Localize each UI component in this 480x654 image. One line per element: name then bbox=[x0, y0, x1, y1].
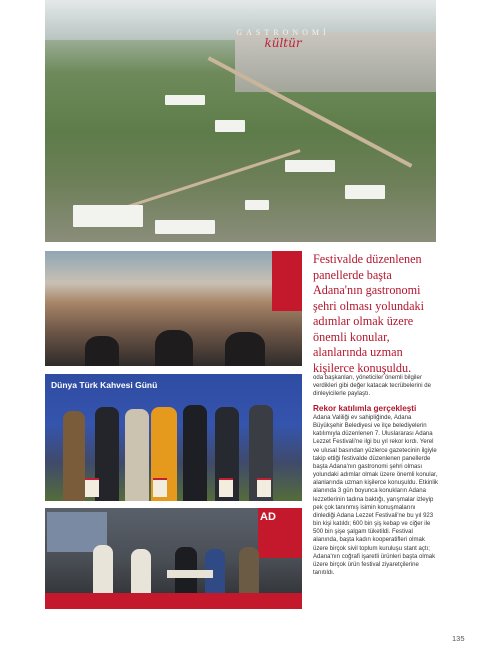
aerial-festival-photo bbox=[45, 0, 436, 242]
group-banner-text: Dünya Türk Kahvesi Günü bbox=[51, 380, 158, 390]
panel-banner: AD bbox=[258, 508, 302, 558]
tent bbox=[155, 220, 215, 234]
tent bbox=[165, 95, 205, 105]
audience-head bbox=[225, 332, 265, 366]
gift-bag bbox=[153, 478, 167, 497]
tent bbox=[285, 160, 335, 172]
coffee-table bbox=[167, 570, 213, 578]
masthead-subtitle: kültür bbox=[264, 36, 302, 50]
tent bbox=[245, 200, 269, 210]
person bbox=[63, 411, 85, 501]
panel-discussion-photo bbox=[45, 508, 302, 609]
pull-quote: Festivalde düzenlenen panellerde başta Adana'nın gastronomi şehri olması yolundaki adımlar olmak üzere önemli konular, alanlarında uzman kişilerce konuşuldu. bbox=[313, 252, 425, 375]
crowd-stage-photo bbox=[45, 251, 302, 366]
article-body: Adana Valiliği ev sahipliğinde, Adana Büyükşehir Belediyesi ve ilçe belediyelerin katılımıyla düzenlenen 7. Uluslararası Adana Lezzet Festivali'ne ilgi bu yıl rekor kırdı. Yerel ve ulusal basından yüzlerce gazetecinin ilgiyle takip ettiği festivalde düzenlenen panellerde başta Adana'nın gastronomi şehri olması yolundaki adımlar olmak üzere önemli konular, alanlarında uzman kişilerce konuşuldu. Etkinlik alanında 3 gün boyunca konukların Adana lezzetlerinin tadına baktığı, yarışmalar izleyip pek çok tanınmış isimin konuşmalarını dinlediği Adana Lezzet Festivali'ne bu yıl 923 bin kişi katıldı; 600 bin şiş kebap ve ciğer ile 500 bin şişe şalgam tüketildi. Festival alanında, başta kadın kooperatifleri olmak üzere birçok sivil toplum kuruluşu stant açtı; Adana'nın coğrafi işaretli ürünleri başta olmak üzere birçok ürün festival ziyaretçilerine tanıtıldı. bbox=[313, 415, 439, 576]
gift-bag bbox=[85, 478, 99, 497]
tent bbox=[215, 120, 245, 132]
group-photo bbox=[45, 374, 302, 501]
audience-head bbox=[85, 336, 119, 366]
red-banner bbox=[272, 251, 302, 311]
tent bbox=[73, 205, 143, 227]
stage-front bbox=[45, 593, 302, 609]
person bbox=[125, 409, 149, 501]
article-intro: oda başkanları, yöneticiler önemli bilgiler verdikleri gibi değer katacak tecrübelerini de dinleyicilerle paylaştı. bbox=[313, 375, 431, 398]
gift-bag bbox=[219, 478, 233, 497]
person bbox=[183, 405, 207, 501]
magazine-masthead bbox=[228, 28, 338, 50]
page-number: 135 bbox=[452, 634, 465, 643]
masthead-title: GASTRONOMİ bbox=[236, 28, 330, 37]
article-subheading: Rekor katılımla gerçekleşti bbox=[313, 404, 417, 413]
tent bbox=[345, 185, 385, 199]
gift-bag bbox=[257, 478, 271, 497]
audience-head bbox=[155, 330, 193, 366]
